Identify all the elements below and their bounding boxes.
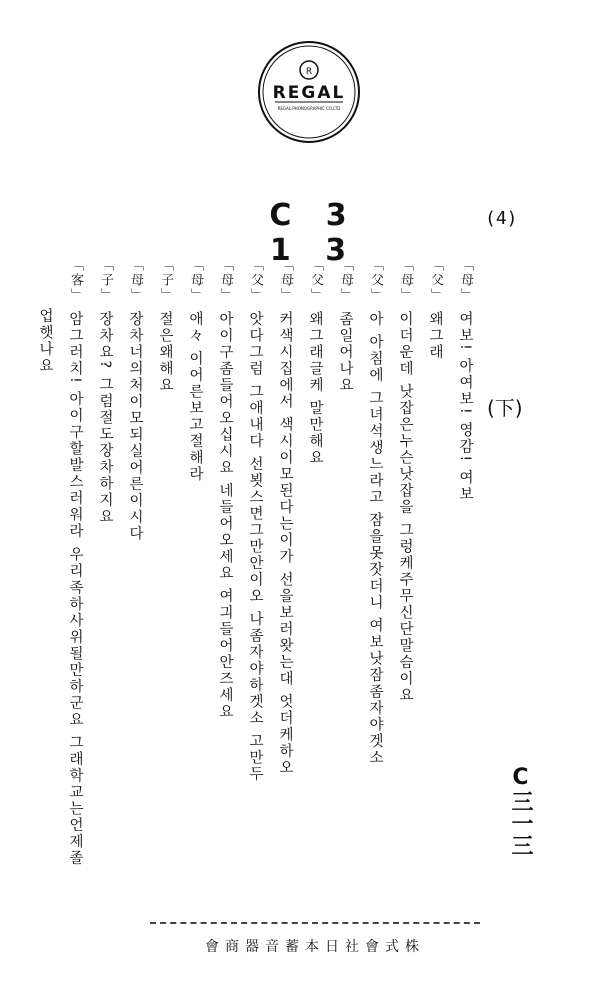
- speaker-label: 「父」: [248, 258, 263, 303]
- dialogue-text: 장차너의처이모되실어른이시다: [127, 311, 143, 542]
- side-catalog-number: C三一三: [508, 764, 533, 856]
- script-body: [37, 258, 480, 918]
- speaker-label: 「子」: [158, 258, 173, 303]
- speaker-label: 「父」: [428, 258, 443, 303]
- divider: [150, 922, 480, 924]
- speaker-label: 「父」: [368, 258, 383, 303]
- dialogue-text: 왜그래: [427, 311, 443, 361]
- script-line: [240, 258, 270, 918]
- dialogue-text: 좀일어나요: [337, 311, 353, 394]
- svg-text:R: R: [305, 67, 313, 77]
- dialogue-text: 업햇나요: [37, 308, 53, 374]
- speaker-label: 「母」: [188, 258, 203, 303]
- part-label: (下): [487, 396, 523, 420]
- publisher-footer: 會商器音蓄本日社會式株: [205, 939, 425, 955]
- script-line: [420, 258, 450, 918]
- catalog-number: C 3 1 3: [269, 198, 359, 268]
- dialogue-text: 이더운데 낫잡은누슨낫잡을 그렁케주무신단말슴이요: [397, 311, 413, 704]
- script-line: [120, 258, 150, 918]
- script-line: [450, 258, 480, 918]
- dialogue-text: 애々 이어른보고절해라: [187, 311, 203, 483]
- page-number: (4): [485, 208, 518, 229]
- speaker-label: 「子」: [98, 258, 113, 303]
- script-line: [180, 258, 210, 918]
- dialogue-text: 절은왜해요: [157, 311, 173, 394]
- script-line: [60, 258, 90, 918]
- speaker-label: 「母」: [338, 258, 353, 303]
- speaker-label: 「母」: [278, 258, 293, 303]
- script-line: [360, 258, 390, 918]
- script-line: [270, 258, 300, 918]
- script-line: [390, 258, 420, 918]
- dialogue-text: 장차요? 그럼절도장차하지요: [97, 311, 113, 526]
- speaker-label: 「客」: [68, 258, 83, 303]
- script-line: [300, 258, 330, 918]
- dialogue-text: 여보! 아여보! 영감! 여보: [457, 311, 473, 503]
- dialogue-text: 왜그래글케 말만해요: [307, 311, 323, 467]
- dialogue-text: 아 아침에 그녀석생느라고 잠을못잣더니 여보낫잠좀자야겟소: [367, 311, 383, 767]
- speaker-label: 「母」: [218, 258, 233, 303]
- dialogue-text: 커색시집에서 색시이모된다는이가 선을보러왓는대 엇더케하오: [277, 311, 293, 777]
- script-line: [150, 258, 180, 918]
- svg-text:REGAL: REGAL: [272, 83, 346, 103]
- speaker-label: 「母」: [458, 258, 473, 303]
- speaker-label: 「母」: [128, 258, 143, 303]
- svg-text:REGAL PHONOGRAPHIC CO.LTD: REGAL PHONOGRAPHIC CO.LTD: [277, 106, 341, 111]
- dialogue-text: 암그러치! 아이구할발스러워라 우리족하사위될만하군요 그래학교는언제졸: [67, 311, 83, 867]
- script-line: [90, 258, 120, 918]
- speaker-label: 「父」: [308, 258, 323, 303]
- speaker-label: 「母」: [398, 258, 413, 303]
- regal-logo-seal: [257, 40, 361, 144]
- script-line: [210, 258, 240, 918]
- regal-logo: [257, 40, 361, 144]
- script-line: [330, 258, 360, 918]
- script-line: [30, 258, 60, 918]
- dialogue-text: 아이구좀들어오십시요 네들어오세요 여긔들어안즈세요: [217, 311, 233, 721]
- dialogue-text: 앗다그럼 그애내다 선뵛스면그만안이오 나좀자야하겟소 고만두: [247, 311, 263, 783]
